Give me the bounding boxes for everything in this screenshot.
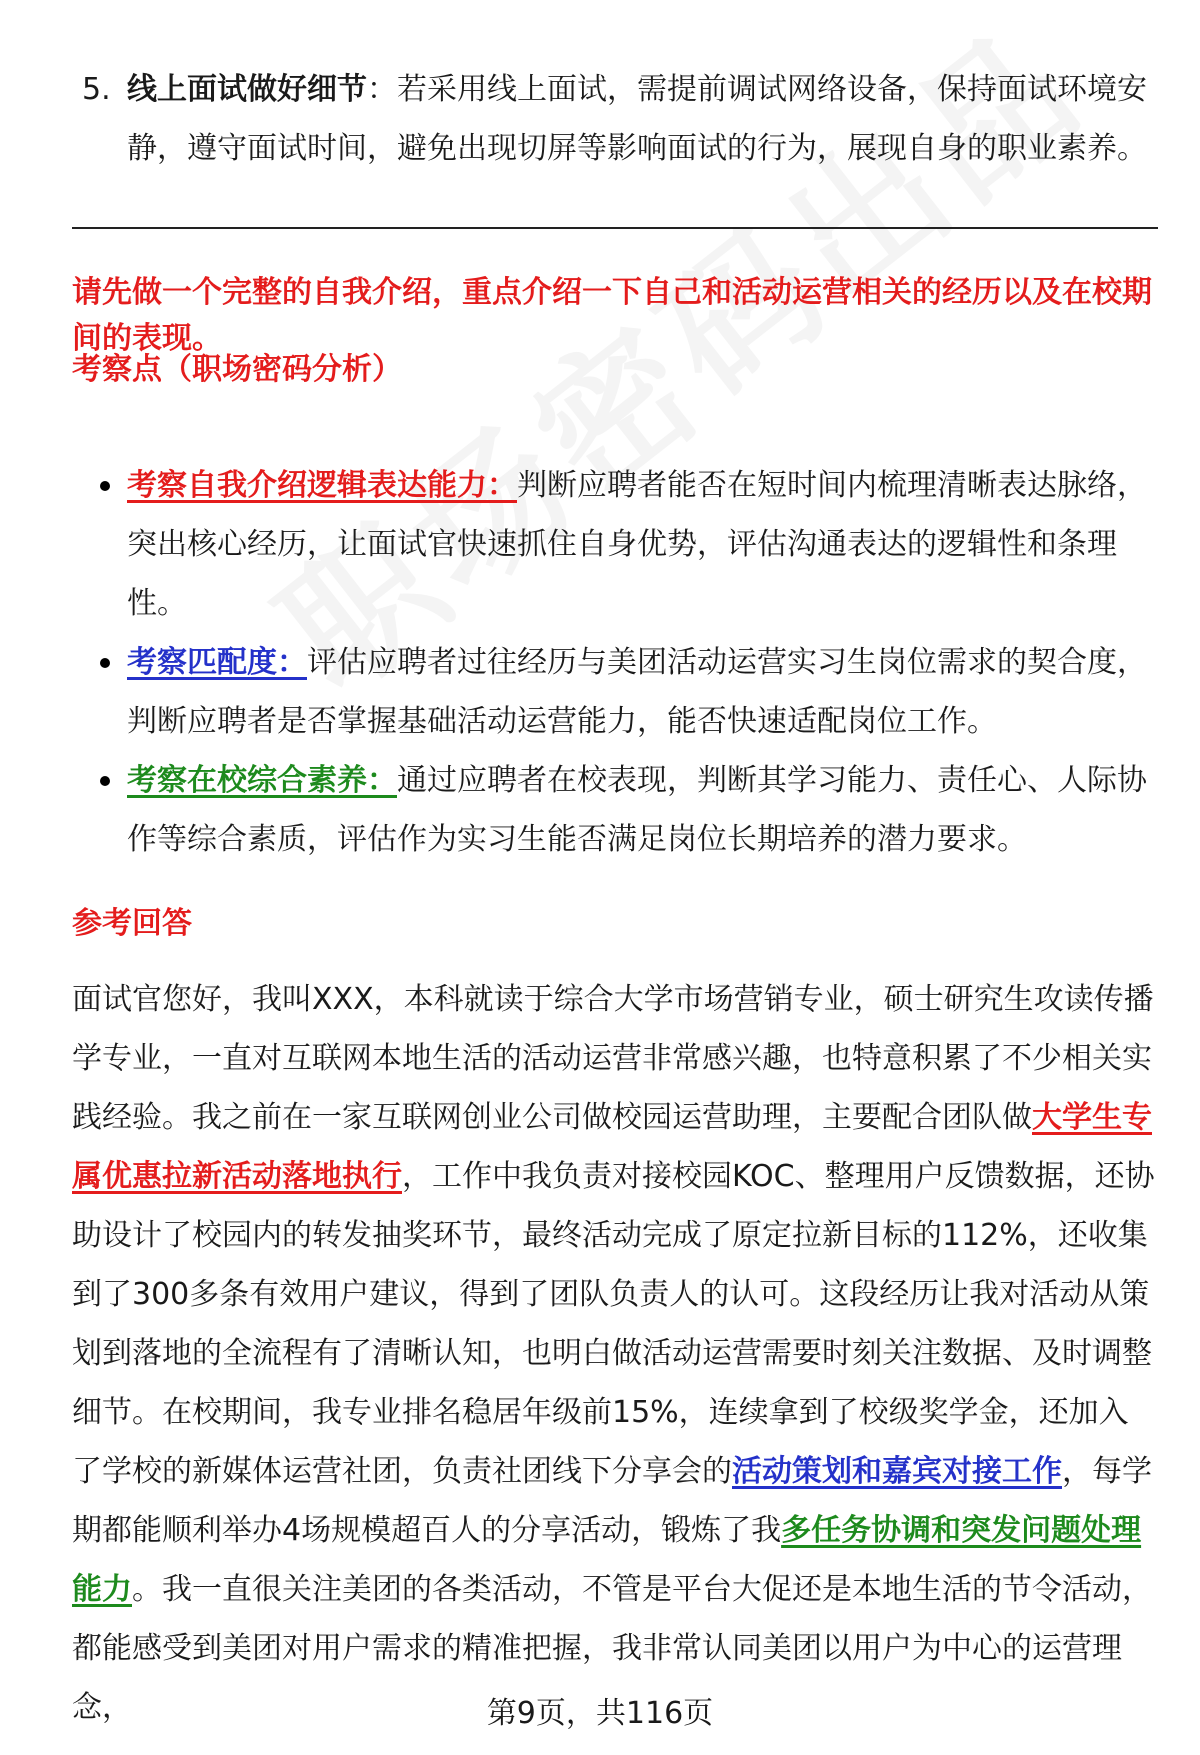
answer-highlight-3: 多任务协调和突发问题处理能力	[72, 1513, 1142, 1607]
list-item	[72, 751, 1158, 869]
answer-text-2: ，工作中我负责对接校园KOC、整理用户反馈数据，还协助设计了校园内的转发抽奖环节，最终活动完成了原定拉新目标的112%，还收集到了300多条有效用户建议，得到了团队负责人的认可。这段经历让我对活动从策划到落地的全流程有了清晰认知，也明白做活动运营需要时刻关注数据、及时调整细节。在校期间，我专业排名稳居年级前15%，连续拿到了校级奖学金，还加入了学校的新媒体运营社团，负责社团线下分享会的	[72, 1159, 1155, 1489]
answer-highlight-1: 大学生专属优惠拉新活动落地执行	[72, 1100, 1152, 1194]
page-footer: 第9页，共116页	[486, 1696, 714, 1731]
item-title: 线上面试做好细节	[127, 72, 367, 107]
list-item	[72, 456, 1158, 633]
answer-text-1: 面试官您好，我叫XXX，本科就读于综合大学市场营销专业，硕士研究生攻读传播学专业，一直对互联网本地生活的活动运营非常感兴趣，也特意积累了不少相关实践经验。我之前在一家互联网创业公司做校园运营助理，主要配合团队做	[72, 982, 1154, 1135]
item-text: 通过应聘者在校表现，判断其学习能力、责任心、人际协作等综合素质，评估作为实习生能否满足岗位长期培养的潜力要求。	[127, 763, 1147, 857]
answer-text-4: 。我一直很关注美团的各类活动，不管是平台大促还是本地生活的节令活动，都能感受到美团对用户需求的精准把握，我非常认同美团以用户为中心的运营理念，	[72, 1572, 1152, 1725]
bullet-icon	[100, 481, 110, 491]
item-keyword: 考察在校综合素养：	[127, 763, 397, 798]
item-keyword: 考察匹配度：	[127, 645, 307, 680]
item-body	[127, 60, 1150, 178]
answer-heading: 参考回答	[72, 906, 192, 941]
divider	[72, 227, 1158, 229]
numbered-item-5	[82, 60, 1150, 178]
bullet-icon	[100, 658, 110, 668]
assessment-heading: 考察点（职场密码分析）	[72, 352, 402, 387]
item-keyword: 考察自我介绍逻辑表达能力：	[127, 468, 517, 503]
item-text: 评估应聘者过往经历与美团活动运营实习生岗位需求的契合度，判断应聘者是否掌握基础活动运营能力，能否快速适配岗位工作。	[127, 645, 1147, 739]
answer-highlight-2: 活动策划和嘉宾对接工作	[732, 1454, 1062, 1489]
item-number: 5.	[82, 72, 111, 107]
bullet-icon	[100, 776, 110, 786]
assessment-list	[72, 456, 1158, 869]
answer-text-3: ，每学期都能顺利举办4场规模超百人的分享活动，锻炼了我	[72, 1454, 1152, 1548]
list-item	[72, 633, 1158, 751]
interview-question: 请先做一个完整的自我介绍，重点介绍一下自己和活动运营相关的经历以及在校期间的表现。	[72, 275, 1152, 356]
answer-paragraph	[72, 970, 1158, 1737]
item-text: ：若采用线上面试，需提前调试网络设备，保持面试环境安静，遵守面试时间，避免出现切屏等影响面试的行为，展现自身的职业素养。	[127, 72, 1147, 166]
item-text: 判断应聘者能否在短时间内梳理清晰表达脉络，突出核心经历，让面试官快速抓住自身优势，评估沟通表达的逻辑性和条理性。	[127, 468, 1147, 621]
